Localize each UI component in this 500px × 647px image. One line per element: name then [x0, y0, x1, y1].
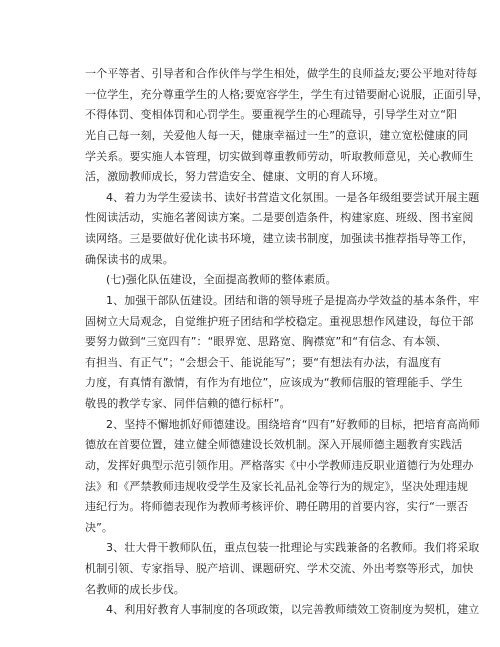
text-line: 有担当、有正气”；“会想会干、能说能写”；要“有想法有办法，有温度有: [85, 356, 442, 369]
text-line: 违纪行为。将师德表现作为教师考核评价、聘任聘用的首要内容，实行“一票否: [85, 500, 469, 513]
paragraph-start-line: 4、利用好教育人事制度的各项政策，以完善教师绩效工资制度为契机，建立: [106, 603, 480, 616]
text-line: 性阅读活动，实施名著阅读方案。二是要创造条件，构建家庭、班级、图书室阅: [85, 211, 474, 224]
text-line: 确保读书的成果。: [85, 253, 174, 266]
paragraph-start-line: 3、壮大骨干教师队伍，重点包装一批理论与实践兼备的名教师。我们将采取: [106, 541, 480, 554]
text-line: 要努力做到“三宽四有”：“眼界宽、思路宽、胸襟宽”和“有信念、有本领、: [85, 335, 447, 348]
text-line: 读网络。三是要做好优化读书环境，建立读书制度，加强读书推荐指导等工作，: [85, 232, 474, 245]
text-line: 动，发挥好典型示范引领作用。严格落实《中小学教师违反职业道德行为处理办: [85, 459, 474, 472]
text-line: 名教师的成长步伐。: [85, 583, 185, 596]
text-line: 光自己每一刻，关爱他人每一天，健康幸福过一生”的意识，建立宽松健康的同: [85, 129, 469, 142]
text-line: 决”。: [85, 521, 113, 534]
text-line: 活，激励教师成长，努力营造安全、健康、文明的育人环境。: [85, 170, 385, 183]
paragraph-start-line: 2、坚持不懈地抓好师德建设。围绕培育“四有”好教师的目标，把培育高尚师: [106, 418, 480, 431]
text-line: 机制引领、专家指导、脱产培训、课题研究、学术交流、外出考察等形式，加快: [85, 562, 474, 575]
text-line: 法》和《严禁教师违规收受学生及家长礼品礼金等行为的规定》，坚决处理违规: [85, 480, 468, 493]
text-line: 一位学生，充分尊重学生的人格;要宽容学生，学生有过错要耐心说服，正面引导，: [85, 88, 489, 101]
text-line: 德放在首要位置，建立健全师德建设长效机制。深入开展师德主题教育实践活: [85, 438, 463, 451]
text-line: 不得体罚、变相体罚和心罚学生。要重视学生的心理疏导，引导学生对立“阳: [85, 108, 458, 121]
text-line: 学关系。要实施人本管理，切实做到尊重教师劳动，听取教师意见，关心教师生: [85, 150, 474, 163]
text-line: 敬畏的教学专家、同伴信赖的德行标杆”。: [85, 397, 291, 410]
text-line: 力度，有真情有激情，有作为有地位”，应该成为“教师信服的管理能手、学生: [85, 376, 463, 389]
paragraph-start-line: 4、着力为学生爱读书、读好书营造文化氛围。一是各年级组要尝试开展主题: [106, 191, 480, 204]
text-line: 一个平等者、引导者和合作伙伴与学生相处，做学生的良师益友;要公平地对待每: [85, 67, 478, 80]
paragraph-start-line: 1、加强干部队伍建设。团结和谐的领导班子是提高办学效益的基本条件，牢: [106, 294, 480, 307]
text-line: 固树立大局观念，自觉维护班子团结和学校稳定。重视思想作风建设，每位干部: [85, 315, 474, 328]
section-heading: (七)强化队伍建设，全面提高教师的整体素质。: [106, 273, 337, 286]
